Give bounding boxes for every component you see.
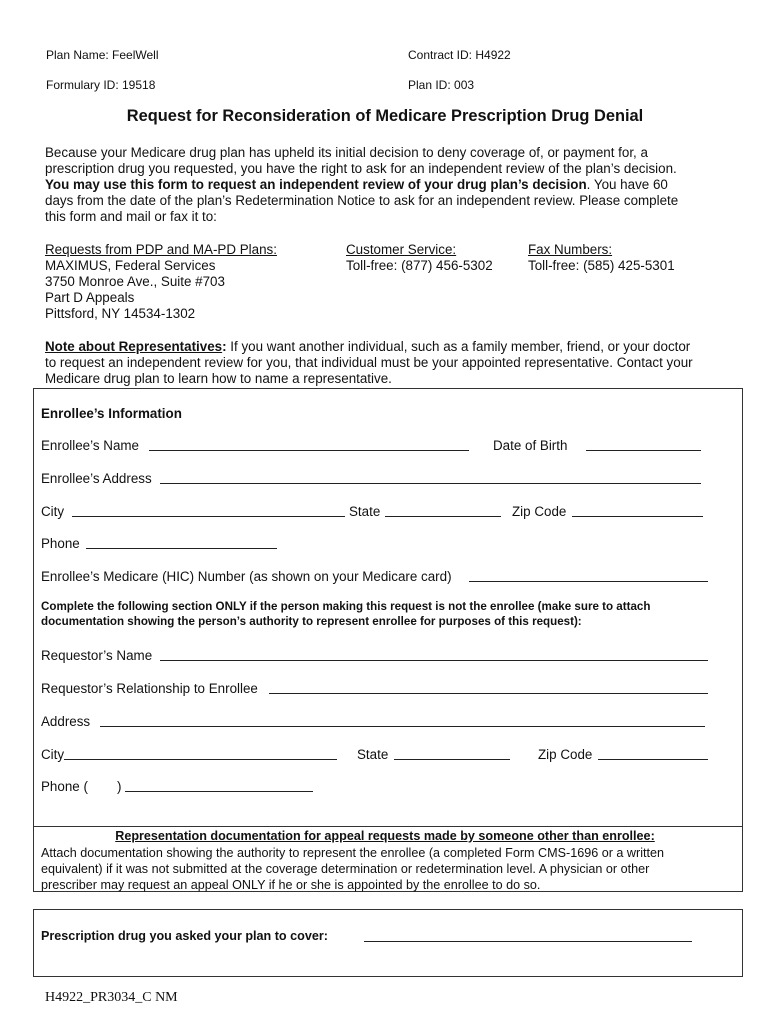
note-text: If you want another individual, such as a family member, friend, or your doctor <box>226 339 691 354</box>
enrollee-phone-field[interactable] <box>86 548 277 549</box>
note-line <box>45 339 755 355</box>
enrollee-form-box <box>33 388 743 892</box>
instruction-line: documentation showing the person’s authority to represent enrollee for purposes of this request): <box>41 615 582 628</box>
prescription-drug-box <box>33 909 743 977</box>
representation-line: equivalent) if it was not submitted at the coverage determination or redetermination level. A physician or other <box>41 862 650 876</box>
dob-field[interactable] <box>586 450 701 451</box>
section-divider <box>33 826 742 827</box>
dob-label: Date of Birth <box>493 438 568 453</box>
intro-text: . You have 60 <box>586 177 668 192</box>
requestor-zip-label: Zip Code <box>538 747 593 762</box>
customer-service-block <box>346 242 493 274</box>
enrollee-zip-label: Zip Code <box>512 504 567 519</box>
note-heading: Note about Representatives <box>45 339 223 354</box>
enrollee-address-label: Enrollee’s Address <box>41 471 152 486</box>
requestor-city-label: City <box>41 747 65 762</box>
fax-heading: Fax Numbers: <box>528 242 613 257</box>
requestor-address-label: Address <box>41 714 91 729</box>
requestor-instructions <box>41 599 741 629</box>
enrollee-heading: Enrollee’s Information <box>41 406 182 421</box>
representation-line: prescriber may request an appeal ONLY if he or she is appointed by the enrollee to do so. <box>41 878 541 892</box>
enrollee-name-label: Enrollee’s Name <box>41 438 139 453</box>
requestor-state-field[interactable] <box>394 759 510 760</box>
requestor-zip-field[interactable] <box>598 759 708 760</box>
representation-text <box>41 845 741 893</box>
address-line: 3750 Monroe Ave., Suite #703 <box>45 274 225 289</box>
requestor-city-field[interactable] <box>64 759 337 760</box>
intro-bold-text: You may use this form to request an independent review of your drug plan’s decision <box>45 177 587 192</box>
enrollee-state-label: State <box>349 504 381 519</box>
medicare-number-field[interactable] <box>469 581 708 582</box>
enrollee-zip-field[interactable] <box>572 516 703 517</box>
requestor-relationship-field[interactable] <box>269 693 708 694</box>
note-heading-colon: : <box>222 339 227 354</box>
form-code: H4922_PR3034_C NM <box>45 990 178 1005</box>
intro-line: days from the date of the plan’s Redetermination Notice to ask for an independent review. Please complete <box>45 193 679 208</box>
requestor-state-label: State <box>357 747 389 762</box>
enrollee-state-field[interactable] <box>385 516 501 517</box>
plan-id: Plan ID: 003 <box>408 78 475 92</box>
address-line: Pittsford, NY 14534-1302 <box>45 306 196 321</box>
customer-service-phone: Toll-free: (877) 456-5302 <box>346 258 493 273</box>
representation-line: Attach documentation showing the authority to represent the enrollee (a completed Form CMS-1696 or a written <box>41 846 665 860</box>
plan-name: Plan Name: FeelWell <box>46 48 159 62</box>
intro-line: this form and mail or fax it to: <box>45 209 217 224</box>
requestor-address-field[interactable] <box>100 726 705 727</box>
address-line: Part D Appeals <box>45 290 135 305</box>
mailing-address-block <box>45 242 277 322</box>
requestor-phone-label: Phone ( <box>41 779 88 794</box>
enrollee-phone-label: Phone <box>41 536 80 551</box>
customer-service-heading: Customer Service: <box>346 242 457 257</box>
note-line: Medicare drug plan to learn how to name a representative. <box>45 371 392 386</box>
formulary-id: Formulary ID: 19518 <box>46 78 156 92</box>
enrollee-address-field[interactable] <box>160 483 701 484</box>
fax-phone: Toll-free: (585) 425-5301 <box>528 258 675 273</box>
prescription-drug-label: Prescription drug you asked your plan to cover: <box>41 929 328 943</box>
fax-block <box>528 242 675 274</box>
address-line: MAXIMUS, Federal Services <box>45 258 216 273</box>
enrollee-city-label: City <box>41 504 65 519</box>
medicare-number-label: Enrollee’s Medicare (HIC) Number (as shown on your Medicare card) <box>41 569 452 584</box>
requestor-relationship-label: Requestor’s Relationship to Enrollee <box>41 681 258 696</box>
representation-heading: Representation documentation for appeal requests made by someone other than enrollee: <box>115 829 655 843</box>
contract-id: Contract ID: H4922 <box>408 48 511 62</box>
intro-paragraph <box>45 145 745 225</box>
requestor-name-label: Requestor’s Name <box>41 648 153 663</box>
prescription-drug-field[interactable] <box>364 941 692 942</box>
enrollee-name-field[interactable] <box>149 450 469 451</box>
intro-line <box>45 177 745 193</box>
page-title: Request for Reconsideration of Medicare Prescription Drug Denial <box>126 107 644 125</box>
requests-heading: Requests from PDP and MA-PD Plans: <box>45 242 277 257</box>
note-line: to request an independent review for you, that individual must be your appointed representative. Contact your <box>45 355 693 370</box>
intro-line: Because your Medicare drug plan has upheld its initial decision to deny coverage of, or payment for, a <box>45 145 648 160</box>
phone-paren-close: ) <box>117 779 122 794</box>
enrollee-city-field[interactable] <box>72 516 345 517</box>
representatives-note <box>45 339 755 387</box>
instruction-line: Complete the following section ONLY if the person making this request is not the enrollee (make sure to attach <box>41 600 651 613</box>
intro-line: prescription drug you requested, you have the right to ask for an independent review of the plan’s decision. <box>45 161 677 176</box>
requestor-phone-field[interactable] <box>125 791 313 792</box>
requestor-name-field[interactable] <box>160 660 708 661</box>
